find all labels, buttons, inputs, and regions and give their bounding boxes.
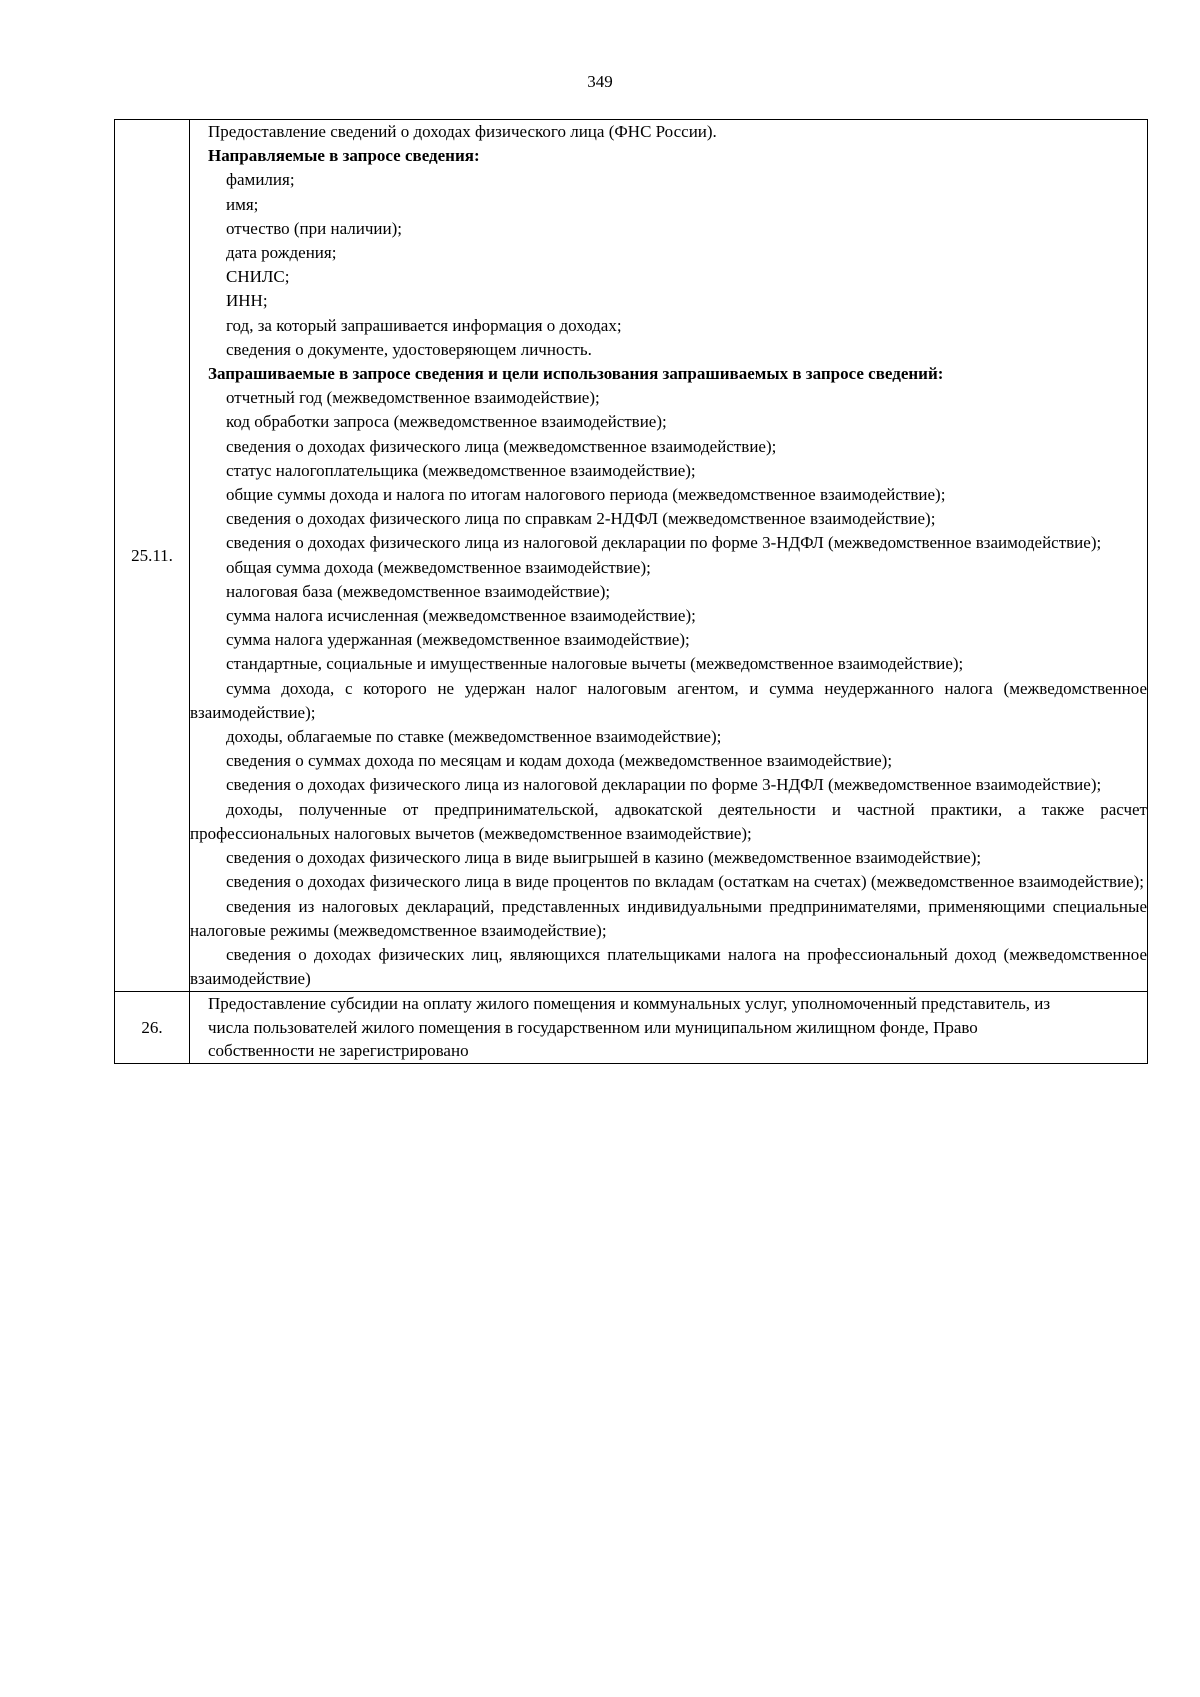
row-text: Предоставление субсидии на оплату жилого помещения и коммунальных услуг, уполномоченный представитель, из числа пользователей жилого помещения в государственном или муниципальном жилищном фонде, Право собственности не зарегистрировано — [208, 994, 1051, 1061]
table-row — [115, 120, 1148, 992]
list-item: стандартные, социальные и имущественные налоговые вычеты (межведомственное взаимодействие); — [226, 654, 964, 674]
list-item: сведения о доходах физического лица в виде выигрышей в казино (межведомственное взаимодействие); — [226, 848, 982, 868]
list-item: общие суммы дохода и налога по итогам налогового периода (межведомственное взаимодействие); — [226, 485, 946, 505]
row-content-cell — [190, 992, 1148, 1064]
list-item: сумма налога удержанная (межведомственное взаимодействие); — [226, 630, 690, 650]
list-item: сведения о документе, удостоверяющем личность. — [226, 339, 592, 359]
list-item: сведения о доходах физических лиц, являющихся плательщиками налога на профессиональный доход (межведомственное взаимодействие) — [190, 944, 1147, 989]
list-item: сведения из налоговых деклараций, представленных индивидуальными предпринимателями, применяющими специальные налоговые режимы (межведомственное взаимодействие); — [190, 896, 1147, 940]
list-item: год, за который запрашивается информация о доходах; — [226, 315, 622, 335]
row-number-cell — [115, 120, 190, 992]
list-item: отчетный год (межведомственное взаимодействие); — [226, 388, 600, 408]
list-item: сведения о доходах физического лица из налоговой декларации по форме 3-НДФЛ (межведомственное взаимодействие); — [226, 775, 1102, 795]
row-number-cell — [115, 992, 190, 1064]
list-item: статус налогоплательщика (межведомственное взаимодействие); — [226, 460, 696, 480]
row-content-cell — [190, 120, 1148, 992]
list-item: дата рождения; — [226, 243, 337, 263]
row-number: 26. — [141, 1017, 163, 1037]
list-item: сведения о доходах физического лица в виде процентов по вкладам (остаткам на счетах) (межведомственное взаимодействие); — [226, 872, 1145, 892]
row-title: Предоставление сведений о доходах физического лица (ФНС России). — [208, 122, 717, 141]
list-item: налоговая база (межведомственное взаимодействие); — [226, 581, 611, 601]
list-item: сумма дохода, с которого не удержан налог налоговым агентом, и сумма неудержанного налога (межведомственное взаимодействие); — [190, 678, 1147, 722]
list-item: имя; — [226, 194, 259, 214]
list-item: доходы, облагаемые по ставке (межведомственное взаимодействие); — [226, 727, 722, 747]
list-item: сведения о доходах физического лица по справкам 2-НДФЛ (межведомственное взаимодействие); — [226, 509, 936, 529]
list-item: СНИЛС; — [226, 267, 290, 287]
sent-items-list — [208, 168, 1147, 362]
requested-items-list — [190, 386, 1147, 991]
section-heading-sent: Направляемые в запросе сведения: — [208, 146, 480, 166]
list-item: сумма налога исчисленная (межведомственное взаимодействие); — [226, 606, 696, 626]
list-item: доходы, полученные от предпринимательской, адвокатской деятельности и частной практики, а также расчет профессиональных налоговых вычетов (межведомственное взаимодействие); — [190, 799, 1147, 843]
list-item: сведения о доходах физического лица (межведомственное взаимодействие); — [226, 436, 777, 456]
page-number: 349 — [587, 72, 613, 91]
section-heading-requested: Запрашиваемые в запросе сведения и цели использования запрашиваемых в запросе сведений: — [208, 364, 944, 384]
list-item: код обработки запроса (межведомственное взаимодействие); — [226, 412, 667, 432]
list-item: фамилия; — [226, 170, 295, 190]
list-item: общая сумма дохода (межведомственное взаимодействие); — [226, 557, 651, 577]
row-number: 25.11. — [131, 545, 173, 565]
table-row — [115, 992, 1148, 1064]
list-item: сведения о суммах дохода по месяцам и кодам дохода (межведомственное взаимодействие); — [226, 751, 893, 771]
list-item: ИНН; — [226, 291, 268, 311]
list-item: отчество (при наличии); — [226, 218, 402, 238]
document-table — [114, 119, 1148, 1064]
list-item: сведения о доходах физического лица из налоговой декларации по форме 3-НДФЛ (межведомственное взаимодействие); — [226, 533, 1102, 553]
